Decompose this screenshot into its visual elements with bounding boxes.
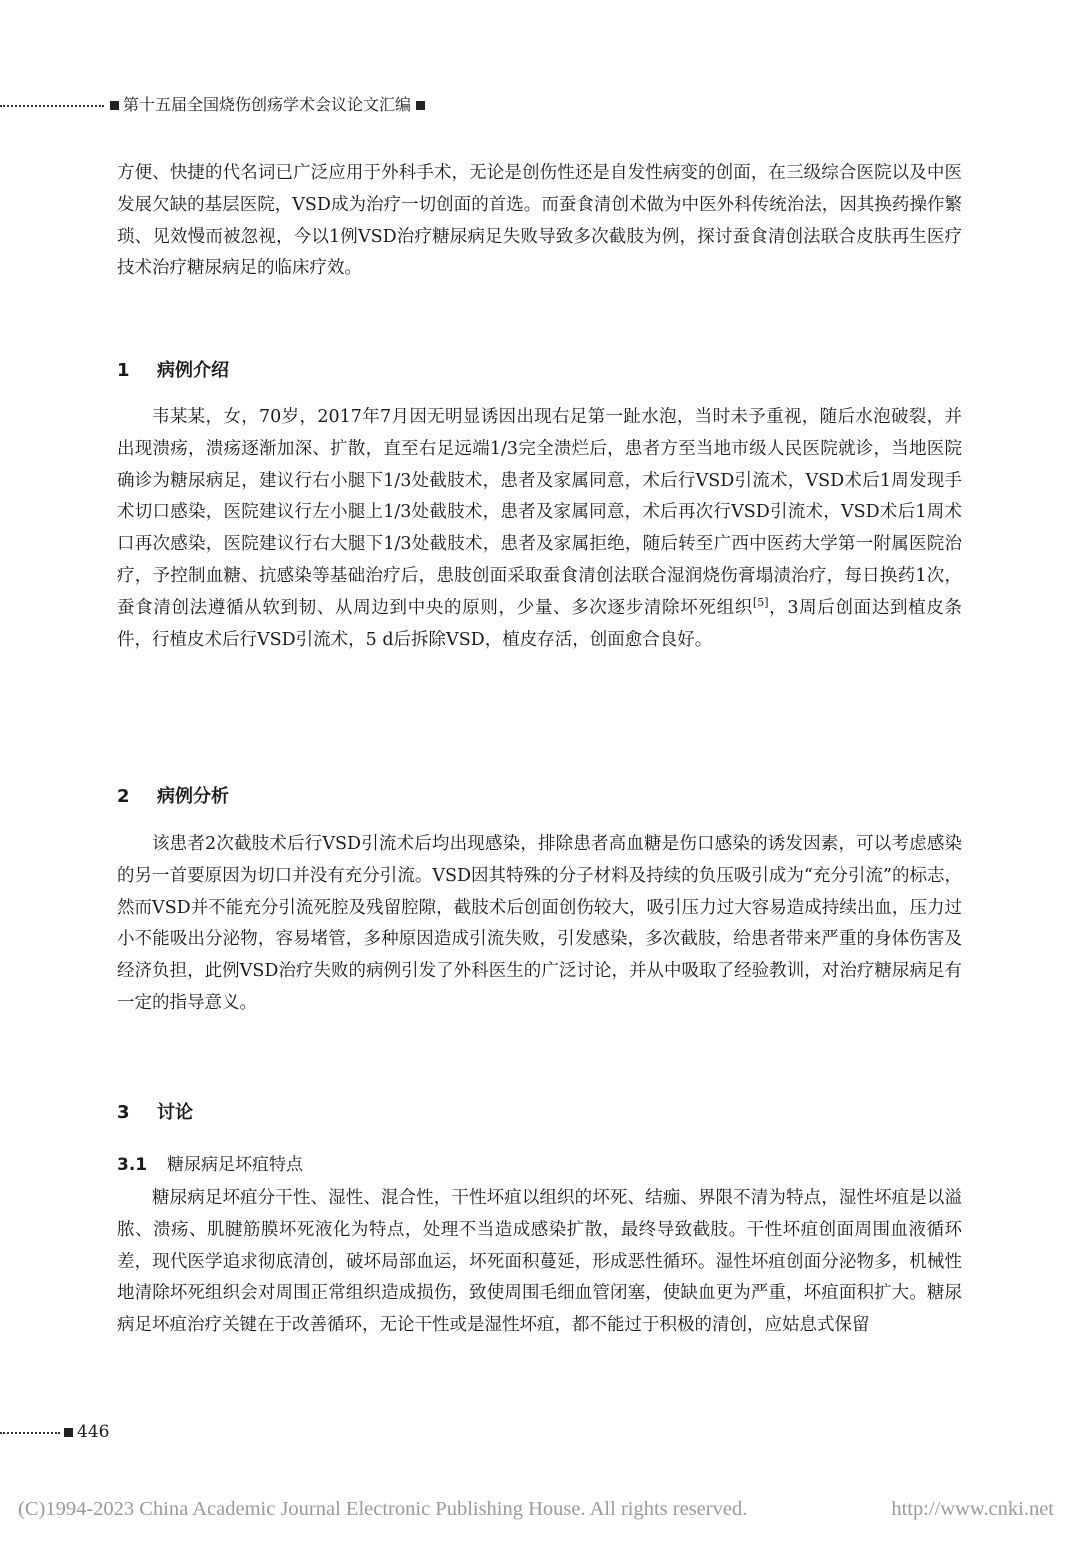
- section-3-heading: [117, 1100, 193, 1126]
- section-3-title: 讨论: [157, 1102, 193, 1123]
- section-1-title: 病例介绍: [157, 360, 229, 381]
- header-title: 第十五届全国烧伤创疡学术会议论文汇编: [123, 95, 412, 114]
- features-paragraph: 糖尿病足坏疽分干性、湿性、混合性，干性坏疽以组织的坏死、结痂、界限不清为特点，湿性坏疽是以溢脓、溃疡、肌腱筋膜坏死液化为特点，处理不当造成感染扩散，最终导致截肢。干性坏疽创面周围血液循环差，现代医学追求彻底清创，破坏局部血运，坏死面积蔓延，形成恶性循环。湿性坏疽创面分泌物多，机械性地清除坏死组织会对周围正常组织造成损伤，致使周围毛细血管闭塞，使缺血更为严重，坏疽面积扩大。糖尿病足坏疽治疗关键在于改善循环，无论干性或是湿性坏疽，都不能过于积极的清创，应姑息式保留: [117, 1188, 962, 1336]
- page-footer: [0, 1420, 109, 1444]
- section-2-heading: [117, 784, 229, 810]
- case-paragraph: [117, 402, 962, 656]
- section-2-number: 2: [117, 786, 130, 807]
- footer-square: [64, 1428, 73, 1437]
- section-3-1-number: 3.1: [117, 1155, 148, 1175]
- header-square-right: [416, 101, 425, 110]
- intro-paragraph: 方便、快捷的代名词已广泛应用于外科手术，无论是创伤性还是自发性病变的创面，在三级综合医院以及中医发展欠缺的基层医院，VSD成为治疗一切创面的首选。而蚕食清创术做为中医外科传统治法，因其换药操作繁琐、见效慢而被忽视，今以1例VSD治疗糖尿病足失败导致多次截肢为例，探讨蚕食清创法联合皮肤再生医疗技术治疗糖尿病足的临床疗效。: [117, 163, 962, 279]
- case-text-a: 韦某某，女，70岁，2017年7月因无明显诱因出现右足第一趾水泡，当时未予重视，随后水泡破裂，并出现溃疡，溃疡逐渐加深、扩散，直至右足远端1/3完全溃烂后，患者方至当地市级人民医院就诊，当地医院确诊为糖尿病足，建议行右小腿下1/3处截肢术，患者及家属同意，术后行VSD引流术，VSD术后1周发现手术切口感染，医院建议行左小腿上1/3处截肢术，患者及家属同意，术后再次行VSD引流术，VSD术后1周术口再次感染，医院建议行右大腿下1/3处截肢术，患者及家属拒绝，随后转至广西中医药大学第一附属医院治疗，予控制血糖、抗感染等基础治疗后，患肢创面采取蚕食清创法联合湿润烧伤膏塌渍治疗，每日换药1次，蚕食清创法遵循从软到韧、从周边到中央的原则，少量、多次逐步清除坏死组织: [117, 407, 962, 618]
- footer-dotted-leader: [0, 1432, 60, 1434]
- section-3-1-heading: [117, 1152, 303, 1178]
- cnki-url: http://www.cnki.net: [891, 1498, 1054, 1520]
- copyright-line: [18, 1496, 1078, 1522]
- section-2-title: 病例分析: [157, 786, 229, 807]
- section-1-number: 1: [117, 360, 130, 381]
- section-1-heading: [117, 358, 229, 384]
- section-3-number: 3: [117, 1102, 130, 1123]
- header-square-left: [110, 101, 119, 110]
- analysis-paragraph: 该患者2次截肢术后行VSD引流术后均出现感染，排除患者高血糖是伤口感染的诱发因素，可以考虑感染的另一首要原因为切口并没有充分引流。VSD因其特殊的分子材料及持续的负压吸引成为“充分引流”的标志，然而VSD并不能充分引流死腔及残留腔隙，截肢术后创面创伤较大，吸引压力过大容易造成持续出血，压力过小不能吸出分泌物，容易堵管，多种原因造成引流失败，引发感染，多次截肢，给患者带来严重的身体伤害及经济负担，此例VSD治疗失败的病例引发了外科医生的广泛讨论，并从中吸取了经验教训，对治疗糖尿病足有一定的指导意义。: [117, 834, 962, 1013]
- running-header: [0, 93, 500, 117]
- header-dotted-leader: [0, 105, 104, 107]
- citation-ref: [5]: [752, 595, 769, 609]
- copyright-text: (C)1994-2023 China Academic Journal Electronic Publishing House. All rights reserved.: [18, 1498, 748, 1520]
- section-3-1-title: 糖尿病足坏疽特点: [167, 1155, 303, 1175]
- case-text-b: ，3周后创面达到植皮条件，行植皮术后行VSD引流术，5 d后拆除VSD，植皮存活，创面愈合良好。: [117, 597, 962, 650]
- page-number: 446: [77, 1422, 110, 1442]
